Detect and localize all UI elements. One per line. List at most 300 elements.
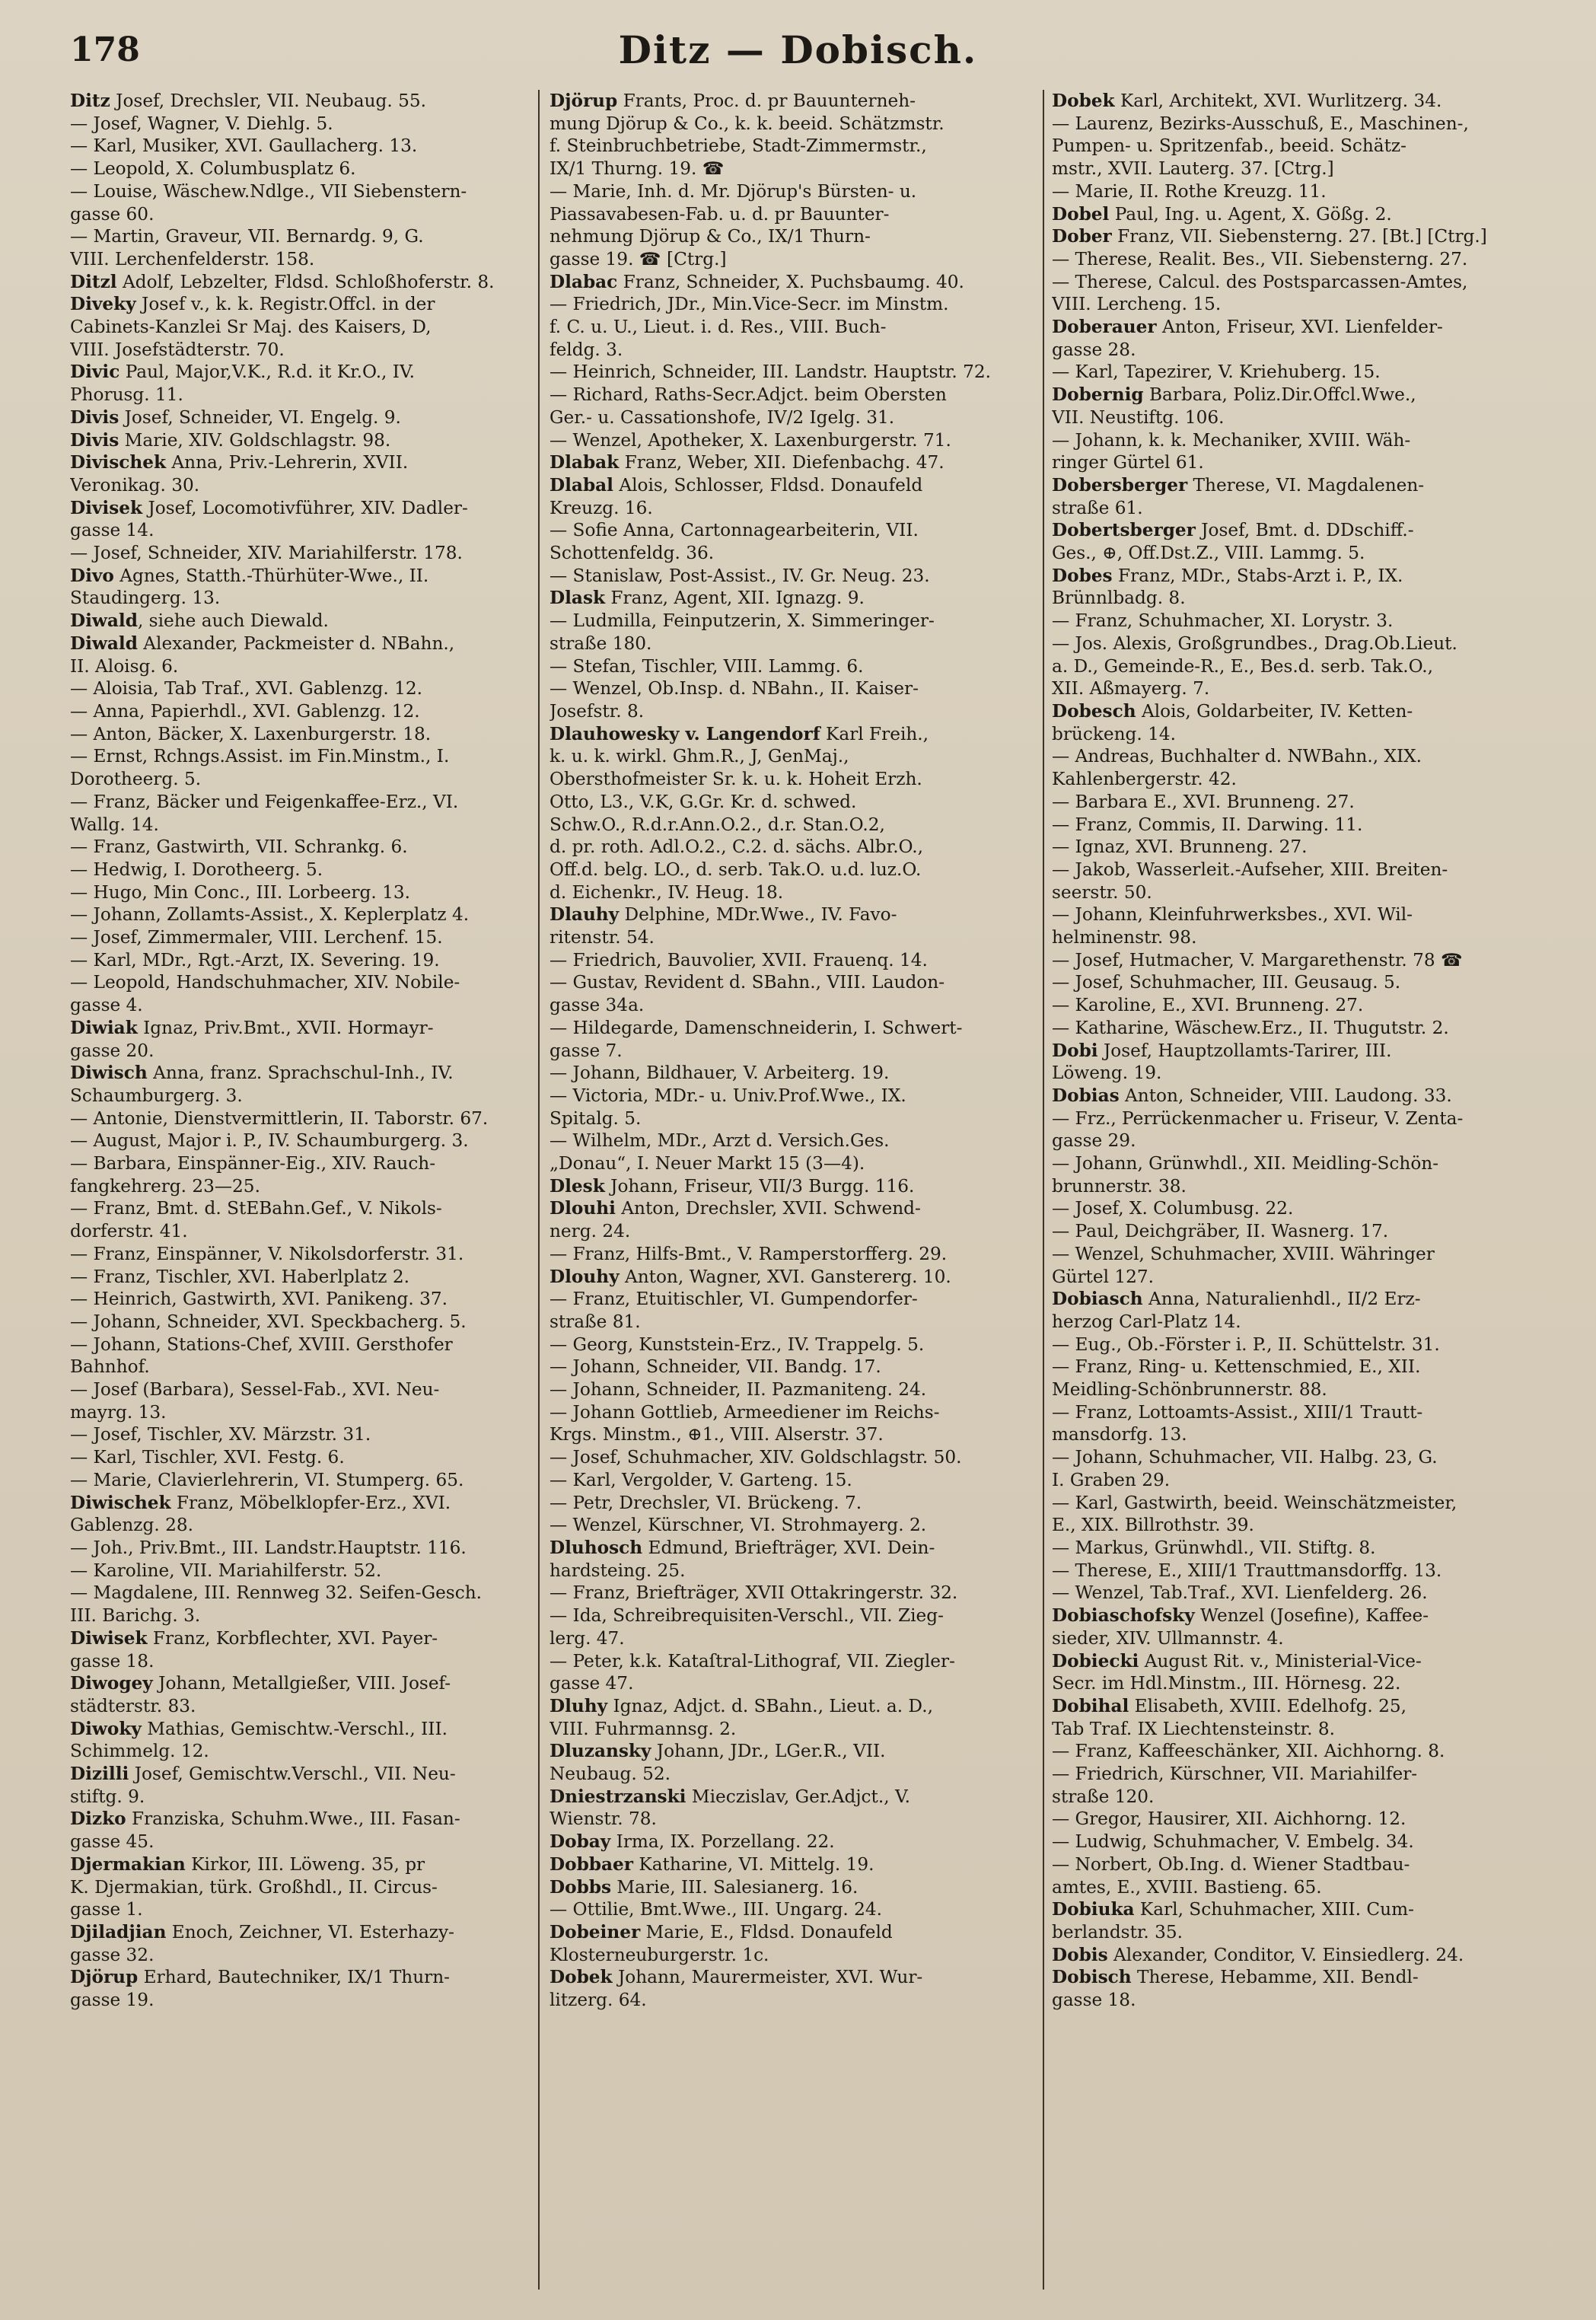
column-1 <box>70 90 527 2297</box>
directory-entry <box>550 610 1037 633</box>
directory-entry <box>550 1808 1037 1831</box>
entry-text: städterstr. 83. <box>70 1695 196 1716</box>
entry-text: VII. Neustiftg. 106. <box>1052 406 1225 428</box>
entry-surname: Dobertsberger <box>1052 520 1196 541</box>
directory-entry <box>1052 836 1539 859</box>
entry-text: IX/1 Thurng. 19. ☎ <box>550 158 725 180</box>
directory-entry <box>1052 406 1539 429</box>
entry-text: fangkehrerg. 23—25. <box>70 1175 260 1197</box>
directory-entry <box>1052 293 1539 316</box>
entry-text: — Katharine, Wäschew.Erz., II. Thugutstr. 2. <box>1052 1017 1449 1038</box>
entry-surname: Divis <box>70 429 119 451</box>
directory-entry <box>550 881 1037 904</box>
directory-entry <box>1052 1582 1539 1605</box>
directory-entry <box>550 1311 1037 1334</box>
entry-surname: Doberauer <box>1052 317 1157 338</box>
directory-entry <box>70 1062 527 1085</box>
entry-text: a. D., Gemeinde-R., E., Bes.d. serb. Tak.O., <box>1052 655 1433 677</box>
directory-entry <box>1052 1446 1539 1469</box>
entry-text: — Ludwig, Schuhmacher, V. Embelg. 34. <box>1052 1831 1414 1853</box>
entry-text: — August, Major i. P., IV. Schaumburgerg. 3. <box>70 1130 469 1152</box>
column-divider <box>538 90 540 2290</box>
entry-surname: Dluhosch <box>550 1538 643 1558</box>
entry-text: — Heinrich, Gastwirth, XVI. Panikeng. 37. <box>70 1289 448 1310</box>
directory-entry <box>1052 1492 1539 1515</box>
directory-entry <box>1052 203 1539 226</box>
directory-entry <box>550 203 1037 226</box>
entry-text: berlandstr. 35. <box>1052 1921 1183 1942</box>
directory-entry <box>1052 113 1539 135</box>
entry-text: gasse 29. <box>1052 1130 1136 1152</box>
entry-text: — Karl, MDr., Rgt.-Arzt, IX. Severing. 19. <box>70 949 440 970</box>
directory-entry <box>70 519 527 542</box>
page-header <box>0 23 1596 84</box>
directory-entry <box>1052 926 1539 949</box>
entry-text: ritenstr. 54. <box>550 927 655 948</box>
directory-entry <box>1052 1537 1539 1560</box>
entry-text: Kirkor, III. Löweng. 35, pr <box>185 1853 425 1875</box>
entry-text: — Heinrich, Schneider, III. Landstr. Hauptstr. 72. <box>550 362 991 383</box>
directory-entry <box>550 1763 1037 1786</box>
directory-entry <box>1052 1334 1539 1356</box>
entry-text: — Petr, Drechsler, VI. Brückeng. 7. <box>550 1492 862 1513</box>
directory-entry <box>70 1514 527 1537</box>
directory-entry <box>1052 859 1539 881</box>
directory-entry <box>550 971 1037 994</box>
entry-text: — Jos. Alexis, Großgrundbes., Drag.Ob.Lieut. <box>1052 633 1457 654</box>
entry-surname: Dobbs <box>550 1876 612 1898</box>
entry-text: — Franz, Hilfs-Bmt., V. Ramperstorfferg. 29. <box>550 1243 948 1264</box>
directory-entry <box>1052 610 1539 633</box>
entry-text: — Wenzel, Ob.Insp. d. NBahn., II. Kaiser- <box>550 678 919 700</box>
entry-text: gasse 19. <box>70 1990 155 2011</box>
directory-entry <box>70 316 527 339</box>
entry-text: Obersthofmeister Sr. k. u. k. Hoheit Erzh. <box>550 769 922 790</box>
entry-text: — Franz, Etuitischler, VI. Gumpendorfer- <box>550 1289 918 1310</box>
directory-entry <box>70 1288 527 1311</box>
entry-surname: Diwald <box>70 633 138 654</box>
entry-text: — Johann, Grünwhdl., XII. Meidling-Schön- <box>1052 1153 1439 1174</box>
entry-surname: Dobel <box>1052 203 1110 225</box>
directory-entry <box>1052 1672 1539 1695</box>
directory-entry <box>1052 791 1539 814</box>
directory-entry <box>550 1378 1037 1401</box>
directory-entry <box>70 271 527 294</box>
directory-entry <box>550 1243 1037 1266</box>
directory-entry <box>1052 474 1539 497</box>
entry-surname: Dluzansky <box>550 1741 651 1762</box>
directory-entry <box>1052 949 1539 972</box>
directory-entry <box>70 814 527 837</box>
entry-text: Adolf, Lebzelter, Fldsd. Schloßhoferstr. 8. <box>116 271 495 292</box>
entry-text: — Josef (Barbara), Sessel-Fab., XVI. Neu- <box>70 1379 440 1401</box>
entry-text: Franz, Agent, XII. Ignazg. 9. <box>605 588 865 609</box>
entry-surname: Dobihal <box>1052 1695 1129 1716</box>
entry-text: Enoch, Zeichner, VI. Esterhazy- <box>166 1921 454 1942</box>
directory-entry <box>1052 1944 1539 1967</box>
entry-text: Cabinets-Kanzlei Sr Maj. des Kaisers, D, <box>70 317 432 338</box>
directory-entry <box>1052 519 1539 542</box>
directory-entry <box>550 1356 1037 1378</box>
entry-text: herzog Carl-Platz 14. <box>1052 1311 1241 1332</box>
directory-entry <box>70 1017 527 1040</box>
directory-entry <box>70 1966 527 1989</box>
directory-entry <box>1052 271 1539 294</box>
entry-surname: Dobes <box>1052 565 1113 586</box>
directory-entry <box>550 248 1037 271</box>
entry-text: Phorusg. 11. <box>70 384 183 406</box>
entry-surname: Dobias <box>1052 1085 1120 1106</box>
entry-text: Anton, Drechsler, XVII. Schwend- <box>615 1198 921 1219</box>
entry-text: gasse 18. <box>70 1650 155 1671</box>
directory-entry <box>550 406 1037 429</box>
directory-entry <box>70 451 527 474</box>
entry-text: — Sofie Anna, Cartonnagearbeiterin, VII. <box>550 520 919 541</box>
entry-surname: Diwisch <box>70 1063 148 1084</box>
running-title: Ditz — Dobisch. <box>618 27 978 72</box>
directory-entry <box>70 1378 527 1401</box>
directory-entry <box>1052 1898 1539 1921</box>
entry-text: Franz, VII. Siebensterng. 27. [Bt.] [Ctrg.] <box>1111 226 1487 247</box>
entry-text: — Karoline, VII. Mariahilferstr. 52. <box>70 1560 382 1581</box>
entry-text: „Donau“, I. Neuer Markt 15 (3—4). <box>550 1153 865 1174</box>
directory-entry <box>70 655 527 678</box>
directory-entry <box>550 1401 1037 1424</box>
directory-entry <box>550 1017 1037 1040</box>
entry-text: — Marie, Inh. d. Mr. Djörup's Bürsten- u. <box>550 180 917 202</box>
entry-surname: Dlouhi <box>550 1198 616 1219</box>
directory-entry <box>70 1944 527 1967</box>
entry-text: — Johann, Schneider, II. Pazmaniteng. 24. <box>550 1379 927 1401</box>
entry-text: — Karl, Tischler, XVI. Festg. 6. <box>70 1447 345 1468</box>
entry-text: , siehe auch Diewald. <box>137 610 329 632</box>
directory-entry <box>70 1718 527 1741</box>
entry-text: — Johann, Bildhauer, V. Arbeiterg. 19. <box>550 1063 890 1084</box>
entry-surname: Djermakian <box>70 1853 186 1875</box>
directory-entry <box>550 1672 1037 1695</box>
directory-entry <box>70 1853 527 1876</box>
entry-text: — Josef, Schneider, XIV. Mariahilferstr. 178. <box>70 543 463 564</box>
entry-text: Neubaug. 52. <box>550 1764 671 1785</box>
directory-entry <box>550 1334 1037 1356</box>
directory-entry <box>550 859 1037 881</box>
directory-entry <box>1052 361 1539 384</box>
directory-entry <box>70 1220 527 1243</box>
entry-text: Bahnhof. <box>70 1356 150 1378</box>
directory-entry <box>70 1605 527 1627</box>
entry-surname: Dizko <box>70 1809 126 1830</box>
entry-text: — Marie, II. Rothe Kreuzg. 11. <box>1052 180 1327 202</box>
directory-entry <box>1052 1062 1539 1085</box>
directory-entry <box>70 361 527 384</box>
entry-text: — Joh., Priv.Bmt., III. Landstr.Hauptstr. 116. <box>70 1538 467 1558</box>
entry-surname: Dobiuka <box>1052 1899 1135 1920</box>
column-divider <box>1043 90 1044 2290</box>
entry-text: Paul, Ing. u. Agent, X. Gößg. 2. <box>1109 203 1392 225</box>
directory-entry <box>550 1175 1037 1198</box>
entry-text: — Karl, Gastwirth, beeid. Weinschätzmeister, <box>1052 1492 1457 1513</box>
entry-text: Off.d. belg. LO., d. serb. Tak.O. u.d. luz.O. <box>550 859 922 880</box>
entry-text: gasse 47. <box>550 1673 634 1694</box>
entry-text: gasse 4. <box>70 995 143 1016</box>
directory-entry <box>1052 180 1539 203</box>
directory-entry <box>1052 1130 1539 1152</box>
entry-text: Marie, E., Fldsd. Donaufeld <box>640 1921 893 1942</box>
directory-entry <box>1052 1627 1539 1650</box>
entry-text: — Richard, Raths-Secr.Adjct. beim Obersten <box>550 384 947 406</box>
entry-text: — Franz, Commis, II. Darwing. 11. <box>1052 814 1363 835</box>
directory-entry <box>70 203 527 226</box>
entry-text: Wenzel (Josefine), Kaffee- <box>1194 1605 1429 1627</box>
entry-text: VIII. Fuhrmannsg. 2. <box>550 1718 737 1739</box>
directory-entry <box>1052 339 1539 362</box>
directory-entry <box>70 1197 527 1220</box>
directory-entry <box>1052 429 1539 452</box>
directory-entry <box>70 859 527 881</box>
directory-entry <box>550 1062 1037 1085</box>
directory-entry <box>1052 1876 1539 1899</box>
entry-surname: Diwogey <box>70 1673 153 1694</box>
entry-text: Schimmelg. 12. <box>70 1741 209 1762</box>
entry-text: litzerg. 64. <box>550 1990 647 2011</box>
directory-entry <box>70 1311 527 1334</box>
directory-entry <box>1052 1152 1539 1175</box>
entry-surname: Diwisek <box>70 1627 148 1649</box>
directory-entry <box>550 1898 1037 1921</box>
directory-entry <box>1052 745 1539 768</box>
entry-text: Josef, Drechsler, VII. Neubaug. 55. <box>110 91 426 111</box>
directory-entry <box>1052 1266 1539 1289</box>
entry-text: mstr., XVII. Lauterg. 37. [Ctrg.] <box>1052 158 1334 180</box>
entry-text: I. Graben 29. <box>1052 1469 1171 1490</box>
directory-entry <box>70 1446 527 1469</box>
entry-surname: Dobi <box>1052 1040 1098 1061</box>
entry-text: Johann, Friseur, VII/3 Burgg. 116. <box>604 1175 915 1197</box>
entry-text: — Franz, Ring- u. Kettenschmied, E., XII. <box>1052 1356 1421 1378</box>
directory-entry <box>70 994 527 1017</box>
directory-entry <box>1052 1808 1539 1831</box>
entry-text: Johann, JDr., LGer.R., VII. <box>651 1741 886 1762</box>
entry-text: — Friedrich, JDr., Min.Vice-Secr. im Minstm. <box>550 294 949 315</box>
directory-entry <box>550 1921 1037 1944</box>
entry-text: — Barbara E., XVI. Brunneng. 27. <box>1052 791 1355 812</box>
directory-entry <box>70 768 527 791</box>
directory-entry <box>1052 1989 1539 2012</box>
entry-text: Marie, XIV. Goldschlagstr. 98. <box>119 429 391 451</box>
directory-entry <box>550 180 1037 203</box>
directory-entry <box>70 474 527 497</box>
directory-entry <box>1052 384 1539 406</box>
entry-text: Secr. im Hdl.Minstm., III. Hörnesg. 22. <box>1052 1673 1401 1694</box>
entry-text: gasse 18. <box>1052 1990 1136 2011</box>
directory-entry <box>1052 565 1539 588</box>
entry-surname: Dobay <box>550 1831 611 1853</box>
entry-text: — Josef, Hutmacher, V. Margarethenstr. 78 ☎ <box>1052 949 1463 970</box>
directory-entry <box>70 1808 527 1831</box>
entry-surname: Djörup <box>70 1967 139 1988</box>
directory-entry <box>550 339 1037 362</box>
entry-text: Mathias, Gemischtw.-Verschl., III. <box>141 1718 448 1739</box>
entry-surname: Dizilli <box>70 1764 129 1785</box>
entry-text: — Ida, Schreibrequisiten-Verschl., VII. Zieg- <box>550 1605 944 1627</box>
entry-text: — Wenzel, Tab.Traf., XVI. Lienfelderg. 26. <box>1052 1582 1428 1604</box>
entry-text: — Hugo, Min Conc., III. Lorbeerg. 13. <box>70 881 410 903</box>
entry-surname: Dlesk <box>550 1175 605 1197</box>
entry-text: — Friedrich, Kürschner, VII. Mariahilfer- <box>1052 1764 1418 1785</box>
directory-entry <box>550 113 1037 135</box>
entry-text: Brünnlbadg. 8. <box>1052 588 1186 609</box>
entry-text: — Josef, Schuhmacher, XIV. Goldschlagstr. 50. <box>550 1447 962 1468</box>
entry-surname: Dobesch <box>1052 700 1136 722</box>
entry-text: — Karl, Tapezirer, V. Kriehuberg. 15. <box>1052 362 1381 383</box>
directory-entry <box>70 1243 527 1266</box>
directory-entry <box>1052 1356 1539 1378</box>
directory-entry <box>550 814 1037 837</box>
entry-text: Josef, Bmt. d. DDschiff.- <box>1195 520 1414 541</box>
directory-entry <box>1052 994 1539 1017</box>
directory-entry <box>550 1582 1037 1605</box>
entry-text: Ges., ⊕, Off.Dst.Z., VIII. Lammg. 5. <box>1052 543 1365 564</box>
entry-surname: Dobiaschofsky <box>1052 1605 1195 1627</box>
entry-text: Anna, Priv.-Lehrerin, XVII. <box>166 452 409 473</box>
directory-entry <box>70 1469 527 1492</box>
directory-entry <box>550 700 1037 723</box>
entry-text: — Gregor, Hausirer, XII. Aichhorng. 12. <box>1052 1809 1406 1830</box>
column-3 <box>1052 90 1539 2297</box>
entry-text: Anton, Schneider, VIII. Laudong. 33. <box>1119 1085 1452 1106</box>
directory-entry <box>70 90 527 113</box>
entry-text: Schw.O., R.d.r.Ann.O.2., d.r. Stan.O.2, <box>550 814 885 835</box>
directory-entry <box>1052 1423 1539 1446</box>
entry-text: — Peter, k.k. Kataſtral-Lithograf, VII. Ziegler- <box>550 1650 955 1671</box>
directory-entry <box>1052 451 1539 474</box>
entry-surname: Dobernig <box>1052 384 1144 406</box>
entry-text: k. u. k. wirkl. Ghm.R., J, GenMaj., <box>550 746 849 767</box>
entry-text: nerg. 24. <box>550 1221 631 1242</box>
entry-text: — Hedwig, I. Dorotheerg. 5. <box>70 859 323 880</box>
directory-entry <box>70 1085 527 1107</box>
directory-entry <box>70 745 527 768</box>
directory-entry <box>1052 1605 1539 1627</box>
entry-text: Katharine, VI. Mittelg. 19. <box>633 1853 874 1875</box>
entry-text: Ger.- u. Cassationshofe, IV/2 Igelg. 31. <box>550 406 895 428</box>
directory-entry <box>550 1423 1037 1446</box>
entry-text: Wallg. 14. <box>70 814 159 835</box>
entry-text: — Franz, Gastwirth, VII. Schrankg. 6. <box>70 837 408 858</box>
entry-text: — Wenzel, Kürschner, VI. Strohmayerg. 2. <box>550 1515 927 1536</box>
entry-surname: Diwiak <box>70 1017 138 1038</box>
entry-surname: Dober <box>1052 226 1112 247</box>
entry-surname: Diwoky <box>70 1718 142 1739</box>
directory-entry <box>70 677 527 700</box>
entry-surname: Dlask <box>550 588 606 609</box>
directory-entry <box>550 1537 1037 1560</box>
directory-entry <box>1052 587 1539 610</box>
entry-text: stiftg. 9. <box>70 1786 145 1807</box>
entry-text: lerg. 47. <box>550 1627 625 1649</box>
entry-text: — Georg, Kunststein-Erz., IV. Trappelg. 5. <box>550 1334 925 1355</box>
entry-text: Therese, Hebamme, XII. Bendl- <box>1131 1967 1419 1988</box>
entry-text: Josef v., k. k. Registr.Offcl. in der <box>135 294 435 315</box>
directory-entry <box>550 1876 1037 1899</box>
directory-entry <box>1052 1469 1539 1492</box>
directory-entry <box>550 271 1037 294</box>
entry-text: brückeng. 14. <box>1052 723 1177 744</box>
directory-entry <box>550 1695 1037 1718</box>
entry-text: — Wenzel, Apotheker, X. Laxenburgerstr. 71. <box>550 429 951 451</box>
entry-surname: Dlabal <box>550 474 613 496</box>
entry-text: — Franz, Kaffeeschänker, XII. Aichhorng. 8. <box>1052 1741 1445 1762</box>
entry-text: f. C. u. U., Lieut. i. d. Res., VIII. Buch- <box>550 317 887 338</box>
directory-entry <box>70 1356 527 1378</box>
entry-text: — Josef, X. Columbusg. 22. <box>1052 1198 1294 1219</box>
entry-text: — Johann, Zollamts-Assist., X. Keplerplatz 4. <box>70 904 470 926</box>
entry-text: Edmund, Briefträger, XVI. Dein- <box>642 1538 935 1558</box>
entry-surname: Dobisch <box>1052 1967 1132 1988</box>
directory-entry <box>550 1853 1037 1876</box>
directory-entry <box>70 384 527 406</box>
entry-text: — Karl, Vergolder, V. Garteng. 15. <box>550 1469 852 1490</box>
directory-entry <box>70 1266 527 1289</box>
entry-text: — Johann Gottlieb, Armeediener im Reichs- <box>550 1401 940 1423</box>
entry-text: Klosterneuburgerstr. 1c. <box>550 1944 769 1965</box>
entry-text: Pumpen- u. Spritzenfab., beeid. Schätz- <box>1052 135 1406 157</box>
entry-text: — Stefan, Tischler, VIII. Lammg. 6. <box>550 655 864 677</box>
entry-text: VIII. Lercheng. 15. <box>1052 294 1222 315</box>
directory-entry <box>1052 1040 1539 1063</box>
entry-text: — Eug., Ob.-Förster i. P., II. Schüttelstr. 31. <box>1052 1334 1440 1355</box>
directory-entry <box>550 633 1037 655</box>
entry-surname: Diwischek <box>70 1492 171 1513</box>
directory-entry <box>550 1560 1037 1582</box>
entry-surname: Dobbaer <box>550 1853 633 1875</box>
entry-surname: Dlauhy <box>550 904 620 926</box>
entry-text: Kreuzg. 16. <box>550 497 653 518</box>
entry-surname: Divic <box>70 362 120 383</box>
entry-text: amtes, E., XVIII. Bastieng. 65. <box>1052 1876 1322 1898</box>
entry-text: d. pr. roth. Adl.O.2., C.2. d. sächs. Albr.O., <box>550 837 923 858</box>
directory-entry <box>550 1085 1037 1107</box>
entry-text: III. Barichg. 3. <box>70 1605 201 1627</box>
entry-text: — Franz, Tischler, XVI. Haberlplatz 2. <box>70 1266 409 1287</box>
entry-text: — Josef, Tischler, XV. Märzstr. 31. <box>70 1424 371 1445</box>
entry-text: Franz, Möbelklopfer-Erz., XVI. <box>170 1492 451 1513</box>
entry-text: gasse 34a. <box>550 995 645 1016</box>
directory-entry <box>1052 1378 1539 1401</box>
directory-entry <box>70 1989 527 2012</box>
entry-text: Meidling-Schönbrunnerstr. 88. <box>1052 1379 1327 1401</box>
entry-text: Josef, Gemischtw.Verschl., VII. Neu- <box>129 1764 456 1785</box>
directory-entry <box>1052 1288 1539 1311</box>
entry-text: Anna, franz. Sprachschul-Inh., IV. <box>147 1063 454 1084</box>
directory-entry <box>1052 1831 1539 1853</box>
directory-entry <box>550 768 1037 791</box>
directory-entry <box>1052 135 1539 158</box>
entry-text: mayrg. 13. <box>70 1401 167 1423</box>
entry-text: Anton, Friseur, XVI. Lienfelder- <box>1156 317 1443 338</box>
directory-entry <box>1052 1966 1539 1989</box>
entry-text: straße 180. <box>550 633 652 654</box>
entry-surname: Ditzl <box>70 271 117 292</box>
entry-text: hardsteing. 25. <box>550 1560 686 1581</box>
entry-text: Spitalg. 5. <box>550 1107 642 1129</box>
directory-entry <box>550 135 1037 158</box>
directory-entry <box>550 1107 1037 1130</box>
entry-text: Johann, Maurermeister, XVI. Wur- <box>612 1967 923 1988</box>
directory-entry <box>1052 1107 1539 1130</box>
entry-text: Schaumburgerg. 3. <box>70 1085 243 1106</box>
entry-text: Franz, MDr., Stabs-Arzt i. P., IX. <box>1112 565 1403 586</box>
